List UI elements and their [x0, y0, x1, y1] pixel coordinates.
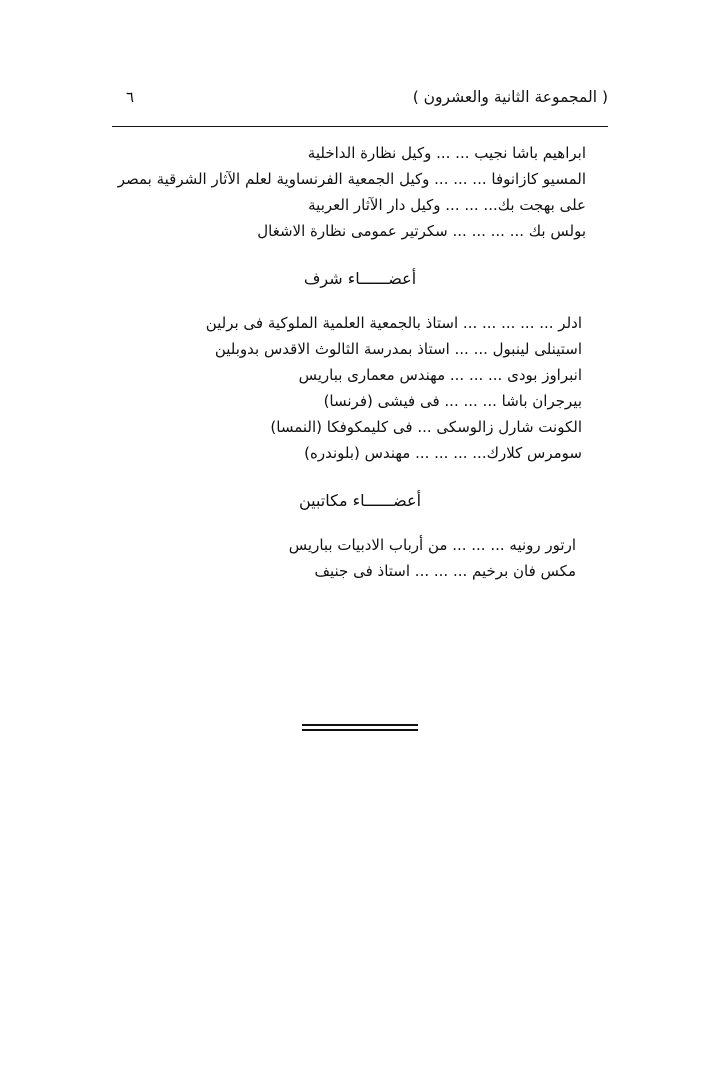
ornament-bar-bottom: [302, 729, 418, 731]
list-item: بولس بك ... ... ... ... سكرتير عمومى نظارة الاشغال: [257, 222, 586, 240]
list-item: استينلى لينبول ... ... استاذ بمدرسة الثالوث الاقدس بدوبلين: [214, 340, 582, 358]
section-honorary-members: [104, 266, 616, 466]
section-heading: أعضــــــاء شرف: [303, 269, 417, 288]
list-item: مكس فان برخيم ... ... ... استاذ فى جنيف: [314, 562, 576, 580]
page-body: [104, 140, 616, 584]
list-item: بيرجران باشا ... ... ... فى فيشى (فرنسا): [323, 392, 582, 410]
list-item: الكونت شارل زالوسكى ... فى كليمكوفكا (النمسا): [270, 418, 582, 436]
spacer: [104, 466, 616, 488]
spacer: [104, 292, 616, 310]
section-corresponding-members: [104, 488, 616, 584]
header-divider: [112, 126, 608, 127]
header-title: ( المجموعة الثانية والعشرون ): [412, 88, 608, 106]
list-item: ارتور رونيه ... ... ... من أرباب الادبيات بباريس: [288, 536, 576, 554]
page-number: ٦: [126, 88, 135, 106]
page-header: [112, 82, 608, 112]
spacer: [104, 244, 616, 266]
list-item: انبراوز بودى ... ... ... مهندس معمارى بباريس: [298, 366, 582, 384]
section-board-members: [104, 140, 616, 244]
list-item: ادلر ... ... ... ... ... استاذ بالجمعية العلمية الملوكية فى برلين: [205, 314, 582, 332]
double-rule-ornament: [302, 724, 418, 731]
list-item: المسيو كازانوفا ... ... ... وكيل الجمعية الفرنساوية لعلم الآثار الشرقية بمصر: [117, 170, 586, 188]
list-item: ابراهيم باشا نجيب ... ... وكيل نظارة الداخلية: [307, 144, 586, 162]
spacer: [104, 514, 616, 532]
section-heading: أعضــــــاء مكاتبين: [298, 491, 422, 510]
ornament-bar-top: [302, 724, 418, 726]
list-item: سومرس كلارك... ... ... ... مهندس (بلوندره): [304, 444, 582, 462]
list-item: على بهجت بك... ... ... وكيل دار الآثار العربية: [308, 196, 586, 214]
